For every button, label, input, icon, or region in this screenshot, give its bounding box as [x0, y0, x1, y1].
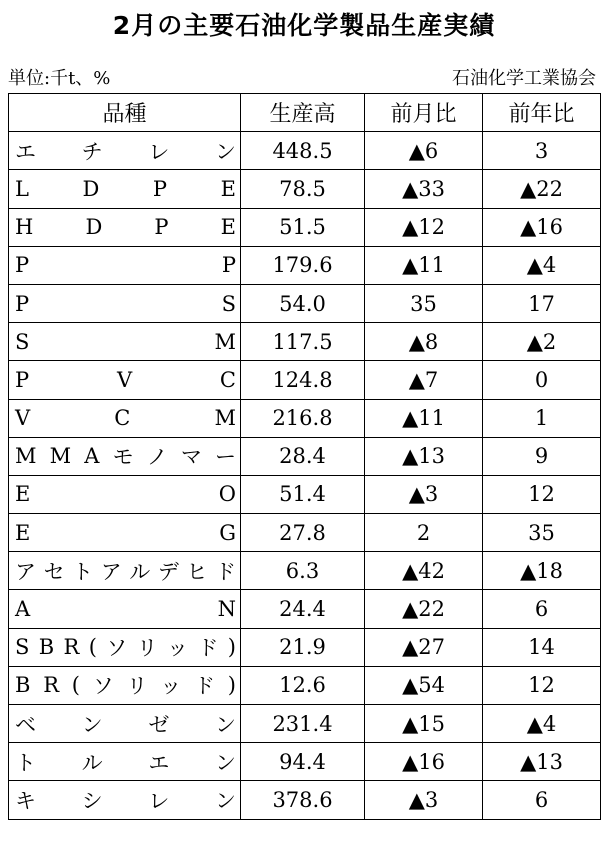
source-label: 石油化学工業協会 [452, 68, 596, 89]
table-row [9, 437, 601, 475]
cell-item [9, 208, 241, 246]
cell-mom: ▲8 [365, 323, 483, 361]
cell-mom: ▲13 [365, 437, 483, 475]
item-name: キ シ レ ン [15, 788, 236, 813]
table-row [9, 781, 601, 819]
cell-production: 6.3 [241, 552, 365, 590]
cell-yoy: 9 [483, 437, 601, 475]
production-table [8, 93, 601, 820]
item-name: B R ( ソ リ ッ ド ) [15, 673, 236, 699]
cell-yoy: 0 [483, 361, 601, 399]
table-row [9, 743, 601, 781]
cell-item [9, 170, 241, 208]
cell-mom: 2 [365, 514, 483, 552]
cell-yoy: ▲4 [483, 705, 601, 743]
table-row [9, 514, 601, 552]
table-row [9, 590, 601, 628]
header-mom: 前月比 [365, 94, 483, 132]
header-production: 生産高 [241, 94, 365, 132]
header-item: 品種 [9, 94, 241, 132]
cell-item [9, 246, 241, 284]
cell-item [9, 590, 241, 628]
cell-production: 179.6 [241, 246, 365, 284]
table-row [9, 552, 601, 590]
unit-label: 単位:千t、% [8, 68, 111, 89]
cell-production: 78.5 [241, 170, 365, 208]
cell-mom: ▲11 [365, 399, 483, 437]
table-row [9, 132, 601, 170]
table-row [9, 399, 601, 437]
cell-yoy: ▲13 [483, 743, 601, 781]
cell-yoy: ▲4 [483, 246, 601, 284]
cell-mom: ▲6 [365, 132, 483, 170]
item-name: H D P E [15, 215, 236, 240]
cell-item [9, 399, 241, 437]
cell-mom: ▲3 [365, 475, 483, 513]
cell-mom: ▲42 [365, 552, 483, 590]
table-row [9, 246, 601, 284]
cell-mom: 35 [365, 284, 483, 322]
cell-yoy: 1 [483, 399, 601, 437]
item-name: ト ル エ ン [15, 750, 236, 775]
cell-yoy: 14 [483, 628, 601, 666]
table-row [9, 666, 601, 704]
table-row [9, 323, 601, 361]
item-name: L D P E [15, 176, 236, 201]
cell-yoy: ▲22 [483, 170, 601, 208]
cell-item [9, 705, 241, 743]
cell-yoy: ▲18 [483, 552, 601, 590]
cell-production: 51.4 [241, 475, 365, 513]
item-name: V C M [15, 406, 236, 431]
table-header-row [9, 94, 601, 132]
item-name: E O [15, 482, 236, 507]
cell-production: 54.0 [241, 284, 365, 322]
cell-mom: ▲15 [365, 705, 483, 743]
cell-item [9, 514, 241, 552]
cell-production: 216.8 [241, 399, 365, 437]
cell-mom: ▲3 [365, 781, 483, 819]
item-name: E G [15, 520, 236, 545]
cell-production: 21.9 [241, 628, 365, 666]
cell-production: 51.5 [241, 208, 365, 246]
table-row [9, 284, 601, 322]
cell-yoy: 6 [483, 590, 601, 628]
cell-production: 27.8 [241, 514, 365, 552]
cell-production: 448.5 [241, 132, 365, 170]
cell-yoy: 17 [483, 284, 601, 322]
cell-item [9, 743, 241, 781]
item-name: P P [15, 253, 236, 278]
cell-yoy: 6 [483, 781, 601, 819]
cell-yoy: 3 [483, 132, 601, 170]
item-name: S B R ( ソ リ ッ ド ) [15, 635, 236, 661]
cell-mom: ▲7 [365, 361, 483, 399]
table-row [9, 475, 601, 513]
cell-yoy: 12 [483, 475, 601, 513]
table-row [9, 208, 601, 246]
cell-mom: ▲27 [365, 628, 483, 666]
table-row [9, 705, 601, 743]
header-yoy: 前年比 [483, 94, 601, 132]
cell-yoy: ▲16 [483, 208, 601, 246]
cell-item [9, 437, 241, 475]
cell-item [9, 552, 241, 590]
cell-item [9, 781, 241, 819]
item-name: エ チ レ ン [15, 139, 236, 164]
cell-production: 24.4 [241, 590, 365, 628]
cell-mom: ▲16 [365, 743, 483, 781]
page-title: 2月の主要石油化学製品生産実績 [112, 11, 496, 40]
item-name: P V C [15, 367, 236, 392]
table-row [9, 170, 601, 208]
cell-production: 12.6 [241, 666, 365, 704]
cell-mom: ▲54 [365, 666, 483, 704]
cell-production: 117.5 [241, 323, 365, 361]
cell-item [9, 666, 241, 704]
table-row [9, 361, 601, 399]
cell-item [9, 323, 241, 361]
cell-item [9, 361, 241, 399]
cell-yoy: 12 [483, 666, 601, 704]
cell-item [9, 284, 241, 322]
cell-production: 28.4 [241, 437, 365, 475]
item-name: S M [15, 329, 236, 354]
cell-yoy: 35 [483, 514, 601, 552]
cell-mom: ▲33 [365, 170, 483, 208]
cell-item [9, 628, 241, 666]
cell-production: 94.4 [241, 743, 365, 781]
cell-mom: ▲12 [365, 208, 483, 246]
cell-item [9, 475, 241, 513]
cell-production: 231.4 [241, 705, 365, 743]
cell-item [9, 132, 241, 170]
cell-mom: ▲22 [365, 590, 483, 628]
cell-production: 378.6 [241, 781, 365, 819]
item-name: M M A モ ノ マ ー [15, 444, 236, 470]
cell-production: 124.8 [241, 361, 365, 399]
item-name: A N [15, 597, 236, 622]
cell-mom: ▲11 [365, 246, 483, 284]
table-row [9, 628, 601, 666]
item-name: ア セ ト ア ル デ ヒ ド [15, 559, 236, 584]
item-name: P S [15, 291, 236, 316]
cell-yoy: ▲2 [483, 323, 601, 361]
item-name: ベ ン ゼ ン [15, 712, 236, 737]
